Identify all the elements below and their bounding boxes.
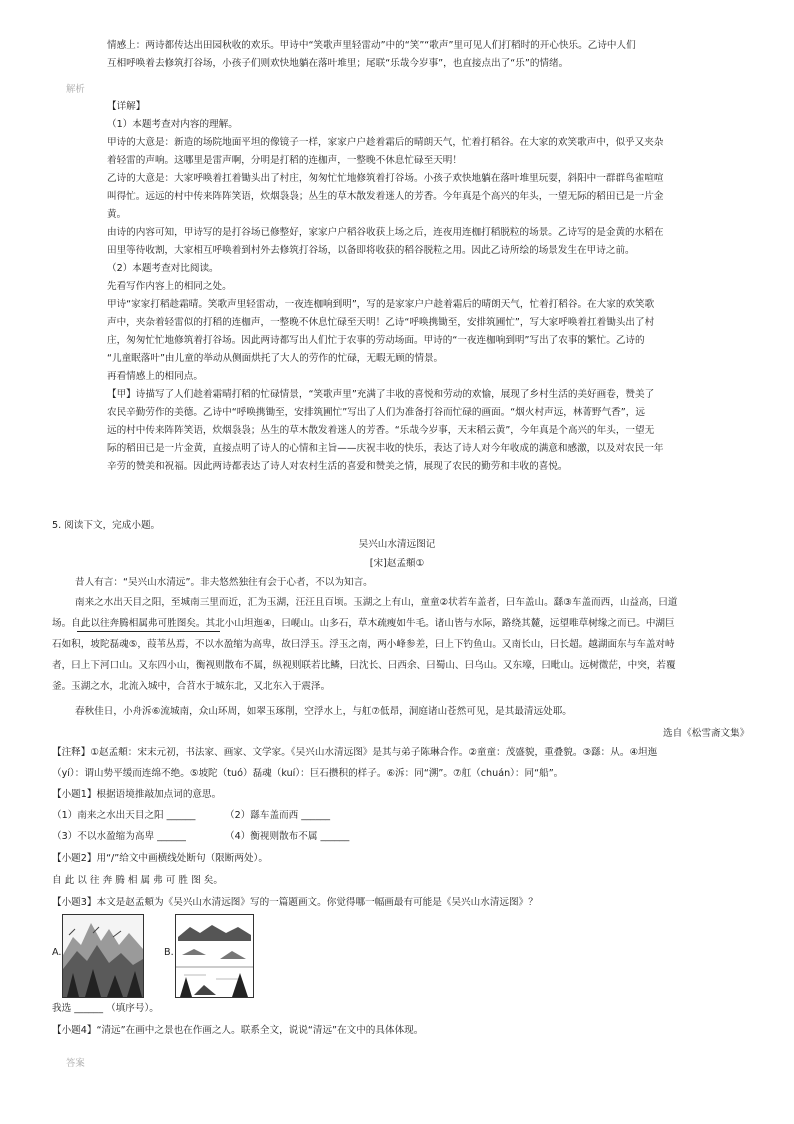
text-line: 甲诗“家家打稻趁霜晴。笑歌声里轻雷动，一夜连枷响到明”，写的是家家户户趁着霜后的晴朗天气，忙着打稻谷。在大家的欢笑歌 <box>107 299 655 310</box>
text-line: “儿童眠落叶”由儿童的举动从侧面烘托了大人的劳作的忙碌，无暇无顾的情景。 <box>107 353 444 364</box>
subquestion-2: 【小题2】用“/”给文中画横线处断句（限断两处）。 <box>52 853 268 864</box>
passage-line: 春秋佳日，小舟泝⑥流城南，众山环周，如翠玉琢削，空浮水上，与舡⑦低昂，洞庭诸山苍然可见，是其最清远处耶。 <box>75 706 572 717</box>
text-line: 农民辛勤劳作的美德。乙诗中“呼唤携锄至，安排筑圃忙”写出了人们为准备打谷而忙碌的画面。“烟火村声远，林菁野气香”，远 <box>107 407 645 418</box>
text-line: 黄。 <box>107 209 127 220</box>
subquestion-item: （2）繇车盖而西 ______ <box>225 810 331 821</box>
text-line: 由诗的内容可知，甲诗写的是打谷场已修整好，家家户户稻谷收获上场之后，连夜用连枷打稻脱粒的场景。乙诗写的是金黄的水稻在 <box>107 227 664 238</box>
text-line: 远的村中传来阵阵笑语，炊烟袅袅；丛生的草木散发着迷人的芳香。“乐哉今岁事，天末稻云黄”，今年真是个高兴的年头，一望无 <box>107 425 655 436</box>
subquestion-4: 【小题4】“清远”在画中之景也在作画之人。联系全文，说说“清远”在文中的具体体现。 <box>52 1025 424 1036</box>
passage-line: 者，曰上下河口山。又东四小山，衡视则散布不属，纵视则联若比鳞，曰沈长、曰西余、曰蜀山、曰乌山。又东壕，曰毗山。远树微茫，中突，若覆 <box>52 660 676 671</box>
text-line: 【详解】 <box>107 101 146 112</box>
section-label-daan: 答案 <box>66 1058 85 1069</box>
text-line: 田里等待收割，大家相互呼唤着到村外去修筑打谷场，以备即将收获的稻谷脱粒之用。因此乙诗所绘的场景发生在甲诗之前。 <box>107 245 635 256</box>
passage-line: 釜。玉湖之水，北流入城中，合苕水于城东北，又北东入于震泽。 <box>52 681 331 692</box>
notes-line: 【注释】①赵孟頫：宋末元初，书法家、画家、文学家。《吴兴山水清远图》是其与弟子陈琳合作。②童童：茂盛貌，重叠貌。③繇：从。④坦迤 <box>52 747 658 758</box>
text-line: 先看写作内容上的相同之处。 <box>107 281 232 292</box>
subquestion-3: 【小题3】本文是赵孟頫为《吴兴山水清远图》写的一篇题画文。你觉得哪一幅画最有可能是《吴兴山水清远图》？ <box>52 897 538 908</box>
passage-line: 场。自此以往奔腾相属弗可胜图矣。其北小山坦迤④，曰岘山。山多石，草木疏瘦如牛毛。诸山皆与水际，路绕其麓，远望唯草树缘之而已。中湖巨 <box>52 618 675 629</box>
text-line: 叫得忙。远远的村中传来阵阵笑语，炊烟袅袅；丛生的草木散发着迷人的芳香。今年真是个高兴的年头，一望无际的稻田已是一片金 <box>107 191 664 202</box>
text-line: （1）本题考查对内容的理解。 <box>107 119 238 130</box>
passage-title: 吴兴山水清远图记 <box>358 539 436 550</box>
passage-line: 石如积，坡陀磊魂⑤，葭苇丛焉，不以水盈缩为高卑，故曰浮玉。浮玉之南，两小峰参差，曰上下钓鱼山。又南长山，曰长超。越湖面东与车盖对峙 <box>52 639 675 650</box>
passage-source: 选自《松雪斋文集》 <box>663 728 750 739</box>
answer-choice-prompt: 我选 ______ （填序号）。 <box>52 1003 159 1014</box>
text-line: （2）本题考查对比阅读。 <box>107 263 219 274</box>
text-line: 再看情感上的相同点。 <box>107 371 203 382</box>
text-line: 情感上：两诗都传达出田园秋收的欢乐。甲诗中“笑歌声里轻雷动”中的“笑”“歌声”里可见人们打稻时的开心快乐。乙诗中人们 <box>107 40 636 51</box>
section-label-jiexi: 解析 <box>66 84 85 95</box>
painting-a-image[interactable] <box>62 914 144 998</box>
painting-b-image[interactable] <box>175 914 254 998</box>
subquestion-item: （1）南来之水出天目之阳 ______ <box>52 810 196 821</box>
passage-line: 昔人有言：“吴兴山水清远”。非夫悠然独往有会于心者，不以为知言。 <box>75 577 373 588</box>
text-line: 辛劳的赞美和祝福。因此两诗都表达了诗人对农村生活的喜爱和赞美之情，展现了农民的勤劳和丰收的喜悦。 <box>107 461 568 472</box>
passage-line: 南来之水出天目之阳，至城南三里而近，汇为玉湖，汪汪且百顷。玉湖之上有山，童童②状若车盖者，曰车盖山。繇③车盖而西，山益高，曰道 <box>75 597 678 608</box>
sentence-to-punctuate: 自 此 以 往 奔 腾 相 属 弗 可 胜 图 矣。 <box>52 875 223 886</box>
passage-author: [宋]赵孟頫① <box>369 558 425 569</box>
option-b-label: B. <box>164 947 174 958</box>
text-line: 甲诗的大意是：新造的场院地面平坦的像镜子一样，家家户户趁着霜后的晴朗天气，忙着打稻谷。在大家的欢笑歌声中，似乎又夹杂 <box>107 137 664 148</box>
text-line: 乙诗的大意是：大家呼唤着扛着锄头出了村庄，匆匆忙忙地修筑着打谷场。小孩子欢快地躺在落叶堆里玩耍，斜阳中一群群鸟雀喧喧 <box>107 173 664 184</box>
subquestion-item: （4）衡视则散布不属 ______ <box>225 831 350 842</box>
text-line: 互相呼唤着去修筑打谷场，小孩子们则欢快地躺在落叶堆里；尾联“乐哉今岁事”，也直接点出了“乐”的情绪。 <box>107 58 569 69</box>
subquestion-item: （3）不以水盈缩为高卑 ______ <box>52 831 186 842</box>
text-line: 着轻雷的声响。这哪里是雷声啊，分明是打稻的连枷声，一整晚不休息忙碌至天明！ <box>107 155 462 166</box>
lake-landscape-icon <box>176 915 253 997</box>
underline-mark <box>77 631 220 632</box>
text-line: 声中，夹杂着轻雷似的打稻的连枷声，一整晚不休息忙碌至天明！乙诗“呼唤携锄至，安排筑圃忙”，写大家呼唤着扛着锄头出了村 <box>107 317 655 328</box>
option-a-label: A. <box>52 947 62 958</box>
mountain-landscape-icon <box>63 915 143 997</box>
text-line: 庄，匆匆忙忙地修筑着打谷场。因此两诗都写出人们忙于农事的劳动场面。甲诗的“一夜连枷响到明”写出了农事的繁忙。乙诗的 <box>107 335 645 346</box>
notes-line: （yí）：谓山势平缓而连绵不绝。⑤坡陀（tuó）磊魂（kuí）：巨石攒积的样子。⑥泝：同“溯”。⑦舡（chuán）：同“船”。 <box>52 768 564 779</box>
subquestion-1: 【小题1】根据语境推敲加点词的意思。 <box>52 789 222 800</box>
text-line: 际的稻田已是一片金黄，直接点明了诗人的心情和主旨——庆祝丰收的快乐，表达了诗人对今年收成的满意和感激，以及对农民一年 <box>107 443 664 454</box>
text-line: 【甲】诗描写了人们趁着霜晴打稻的忙碌情景，“笑歌声里”充满了丰收的喜悦和劳动的欢愉，展现了乡村生活的美好画卷，赞美了 <box>107 389 655 400</box>
question-intro: 5. 阅读下文，完成小题。 <box>52 520 161 531</box>
